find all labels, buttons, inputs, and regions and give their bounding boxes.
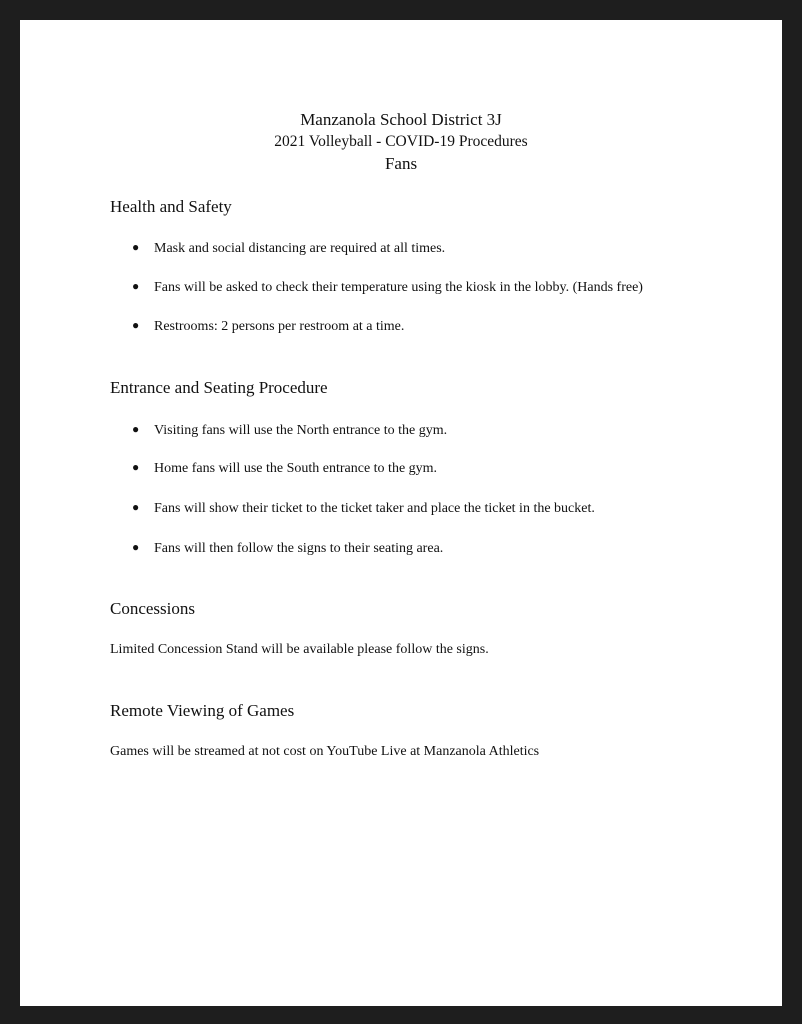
section-heading-remote-viewing: Remote Viewing of Games [110,701,295,720]
bullet-icon: ● [132,279,140,293]
list-item-text: Fans will then follow the signs to their seating area. [154,541,444,556]
list-item [132,240,445,257]
section-heading-entrance-seating: Entrance and Seating Procedure [110,378,328,397]
section-heading-concessions: Concessions [110,599,195,618]
list-item-text: Visiting fans will use the North entrance to the gym. [154,423,448,438]
remote-viewing-text: Games will be streamed at not cost on YouTube Live at Manzanola Athletics [110,744,540,759]
list-item [132,318,404,335]
bullet-icon: ● [132,318,140,332]
list-item [132,422,447,439]
bullet-icon: ● [132,540,140,554]
document-title: Manzanola School District 3J [300,110,502,129]
list-item [132,540,443,557]
document-audience: Fans [384,154,418,173]
concessions-text: Limited Concession Stand will be available please follow the signs. [110,642,489,657]
document-subtitle: 2021 Volleyball - COVID-19 Procedures [274,133,528,150]
bullet-icon: ● [132,460,140,474]
bullet-icon: ● [132,240,140,254]
section-heading-health-safety: Health and Safety [110,197,232,216]
bullet-icon: ● [132,500,140,514]
list-item-text: Restrooms: 2 persons per restroom at a time. [154,319,405,334]
list-item [132,500,595,517]
list-item-text: Home fans will use the South entrance to the gym. [154,461,438,476]
list-item-text: Mask and social distancing are required at all times. [154,241,446,256]
list-item-text: Fans will show their ticket to the ticket taker and place the ticket in the bucket. [154,501,595,516]
list-item [132,279,643,296]
list-item-text: Fans will be asked to check their temperature using the kiosk in the lobby. (Hands free) [154,280,643,295]
list-item [132,460,437,477]
bullet-icon: ● [132,422,140,436]
document-page [20,20,782,1006]
